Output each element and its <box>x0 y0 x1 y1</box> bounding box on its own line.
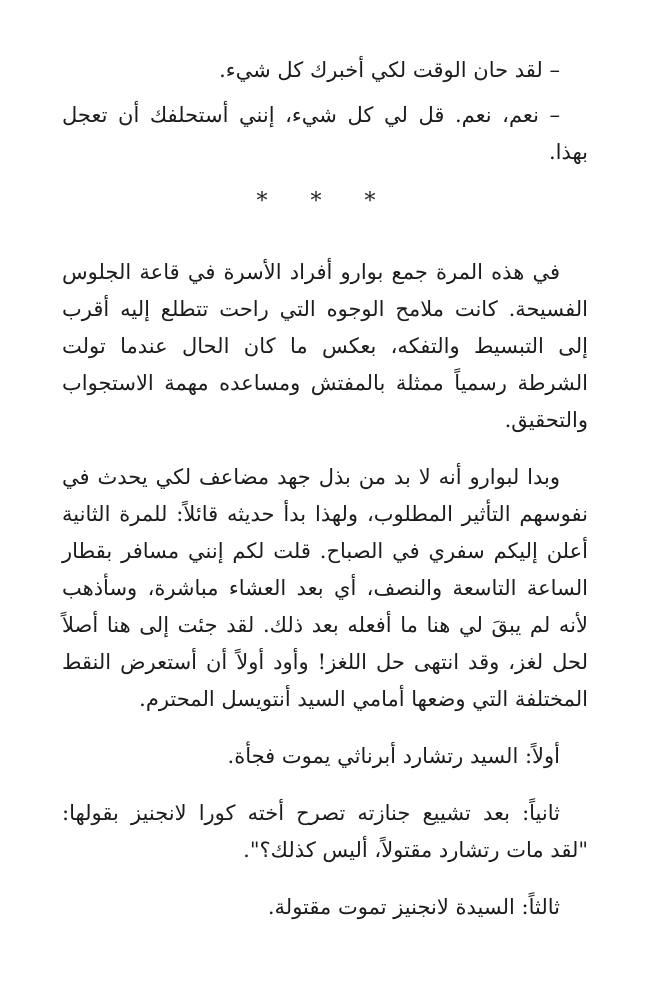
paragraph-1: في هذه المرة جمع بوارو أفراد الأسرة في قاعة الجلوس الفسيحة. كانت ملامح الوجوه التي راحت تتطلع إليه أقرب إلى التبسيط والتفكه، بعكس ما كان الحال عندما تولت الشرطة رسمياً ممثلة بالمفتش ومساعده مهمة الاستجواب والتحقيق. <box>62 260 588 432</box>
point-3: ثالثاً: السيدة لانجنيز تموت مقتولة. <box>267 895 560 919</box>
dialogue-line-2: – نعم، نعم. قل لي كل شيء، إنني أستحلفك أن تعجل بهذا. <box>62 103 588 164</box>
dialogue-line-1: – لقد حان الوقت لكي أخبرك كل شيء. <box>219 58 560 82</box>
section-separator: * * * <box>256 189 394 214</box>
paragraph-2: وبدا لبوارو أنه لا بد من بذل جهد مضاعف لكي يحدث في نفوسهم التأثير المطلوب، ولهذا بدأ حديثه قائلاً: للمرة الثانية أعلن إليكم سفري في الصباح. قلت لكم إنني مسافر بقطار الساعة التاسعة والنصف، أي بعد العشاء مباشرة، وسأذهب لأنه لم يبقَ لي هنا ما أفعله بعد ذلك. لقد جئت إلى هنا أصلاً لحل لغز، وقد انتهى حل اللغز! وأود أولاً أن أستعرض النقط المختلفة التي وضعها أمامي السيد أنتويسل المحترم. <box>62 465 588 711</box>
point-2: ثانياً: بعد تشييع جنازته تصرح أخته كورا لانجنيز بقولها: "لقد مات رتشارد مقتولاً، أليس كذلك؟". <box>62 801 588 862</box>
point-1: أولاً: السيد رتشارد أبرناثي يموت فجأة. <box>227 744 560 768</box>
book-page <box>62 52 588 926</box>
